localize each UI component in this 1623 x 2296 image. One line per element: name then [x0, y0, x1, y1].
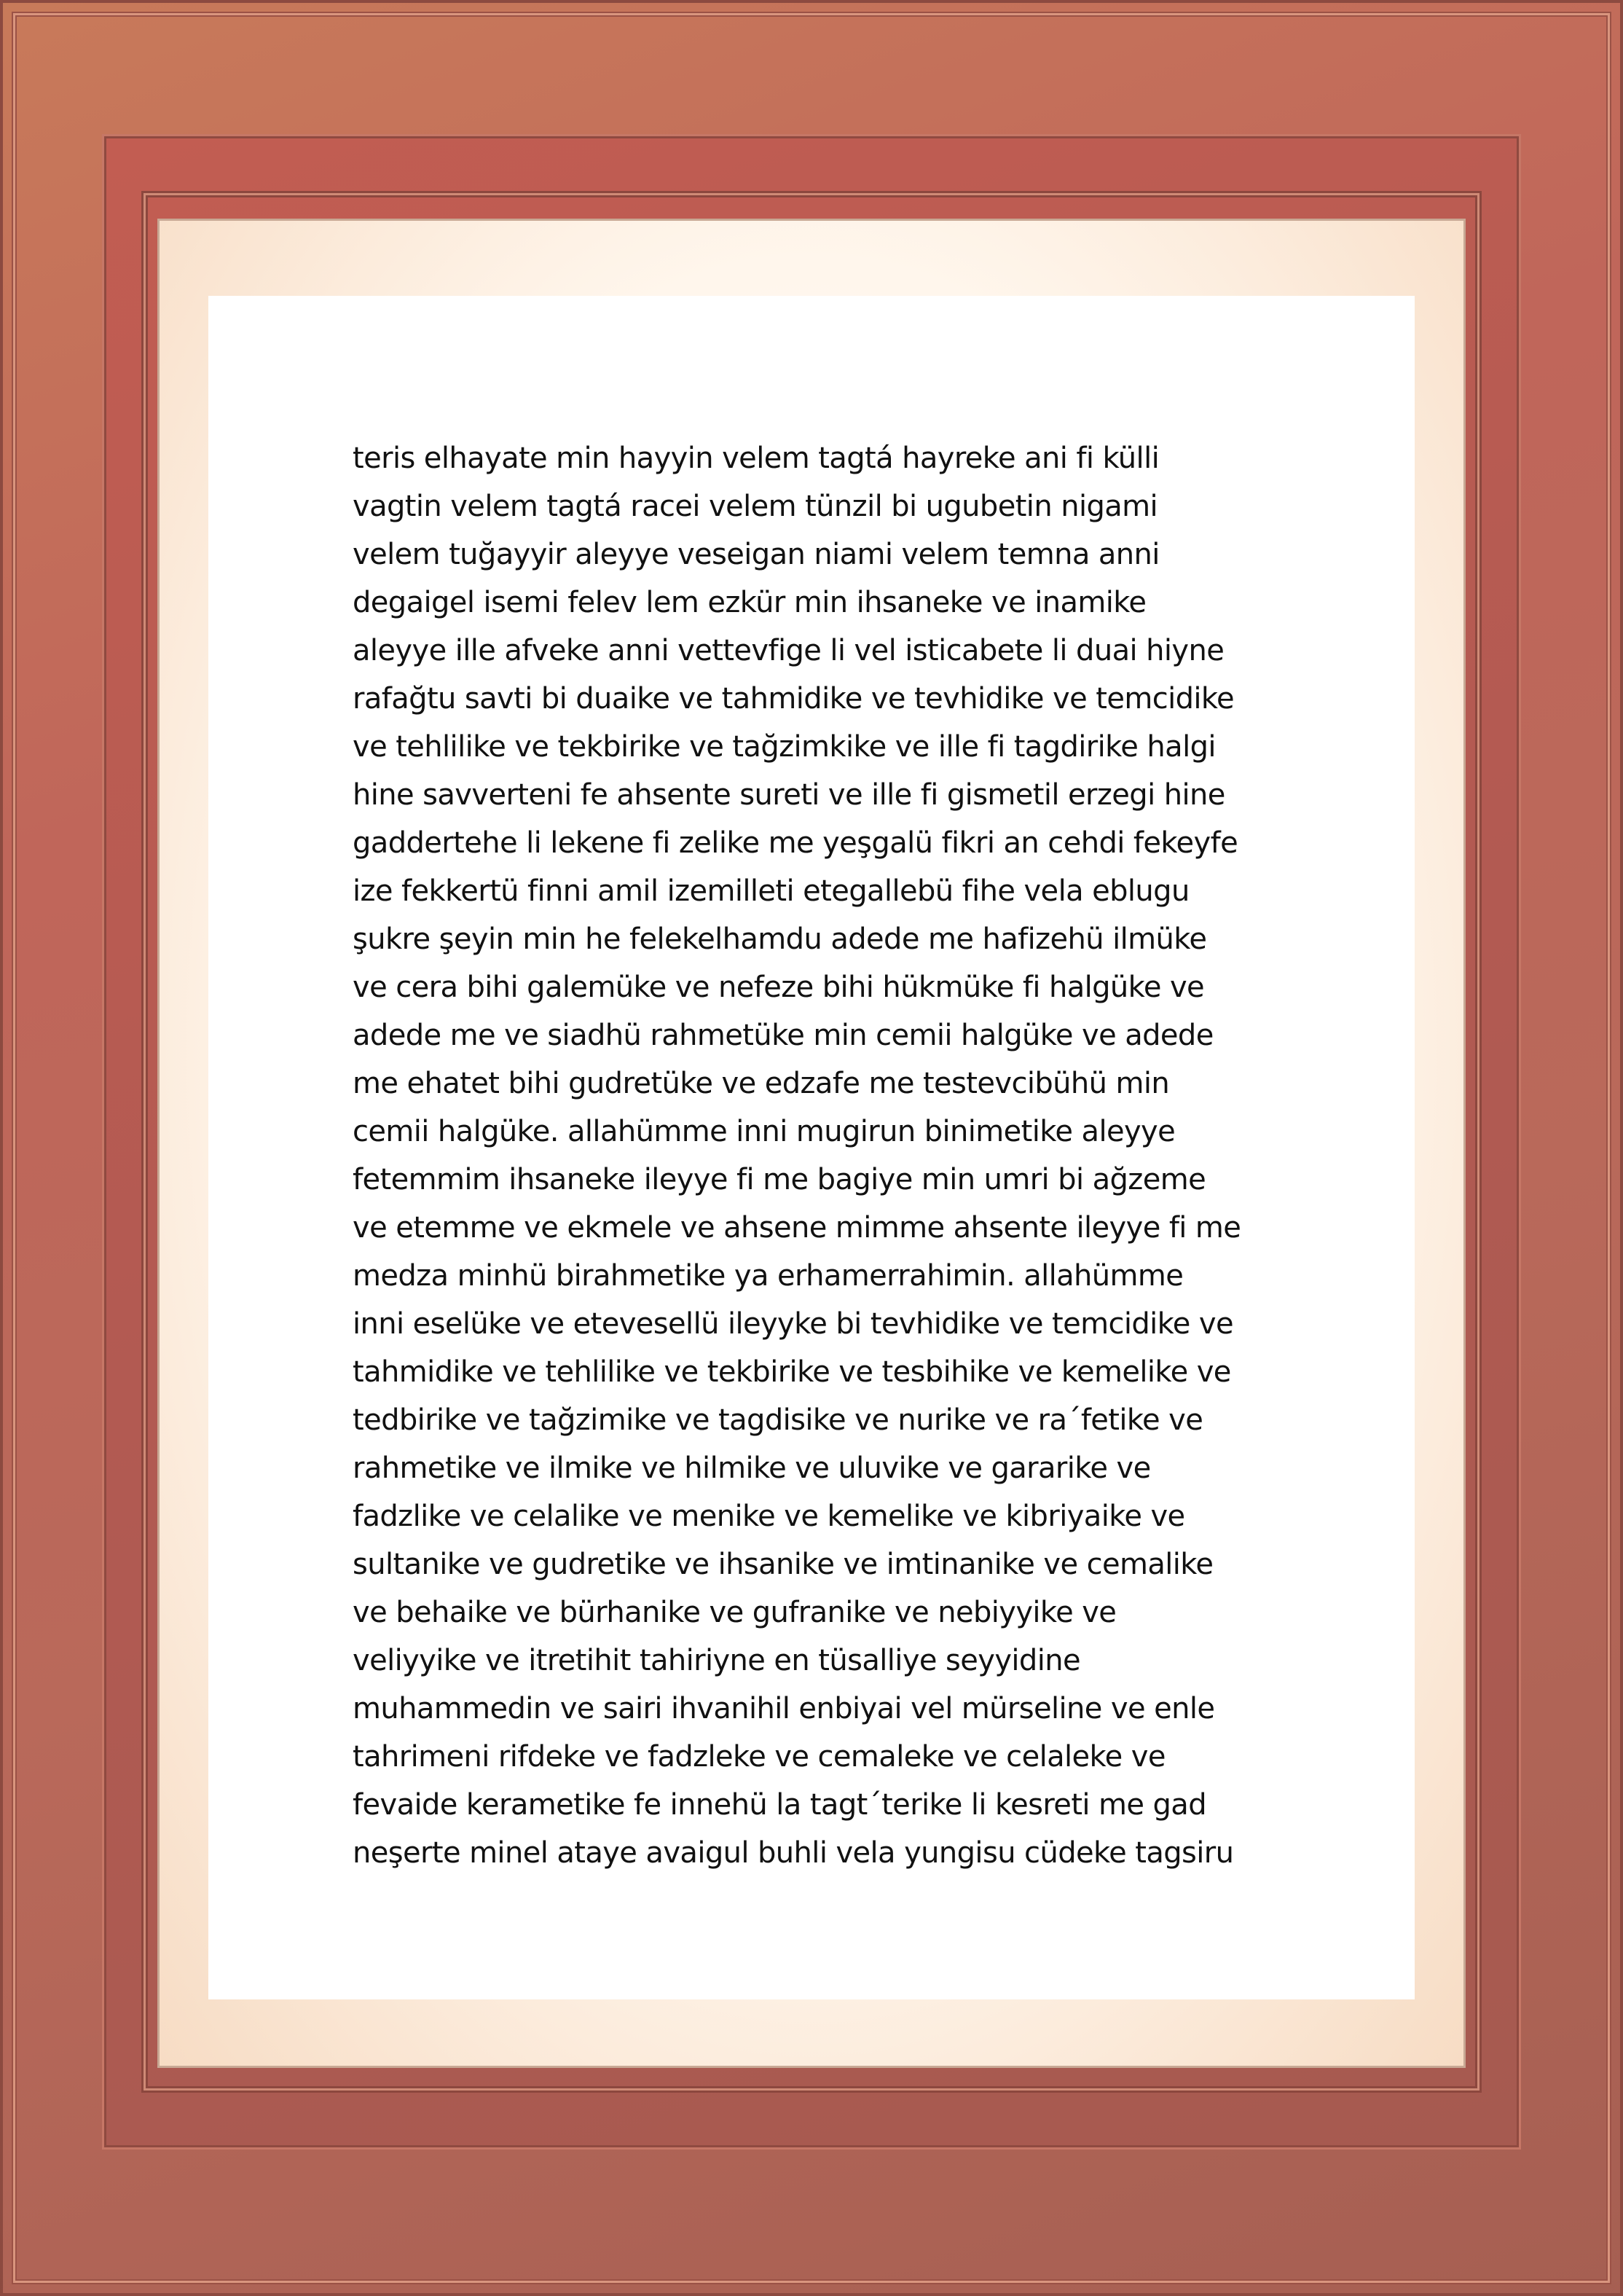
document-paper: [208, 296, 1415, 1999]
text-line: gaddertehe li lekene fi zelike me yeşgalü fikri an cehdi fekeyfe: [353, 826, 1238, 860]
text-line: veliyyike ve itretihit tahiriyne en tüsalliye seyyidine: [353, 1644, 1080, 1677]
text-line: degaigel isemi felev lem ezkür min ihsaneke ve inamike: [353, 586, 1147, 619]
text-line: rafağtu savti bi duaike ve tahmidike ve tevhidike ve temcidike: [353, 682, 1235, 716]
text-line: medza minhü birahmetike ya erhamerrahimin. allahümme: [353, 1259, 1184, 1293]
text-line: sultanike ve gudretike ve ihsanike ve imtinanike ve cemalike: [353, 1548, 1214, 1581]
text-line: tahrimeni rifdeke ve fadzleke ve cemaleke ve celaleke ve: [353, 1740, 1166, 1774]
text-line: şukre şeyin min he felekelhamdu adede me hafizehü ilmüke: [353, 922, 1207, 956]
text-line: vagtin velem tagtá racei velem tünzil bi ugubetin nigami: [353, 490, 1158, 523]
text-line: ize fekkertü finni amil izemilleti etegallebü fihe vela eblugu: [353, 874, 1190, 908]
text-line: aleyye ille afveke anni vettevfige li vel isticabete li duai hiyne: [353, 634, 1225, 667]
text-line: velem tuğayyir aleyye veseigan niami velem temna anni: [353, 538, 1160, 571]
text-line: fadzlike ve celalike ve menike ve kemelike ve kibriyaike ve: [353, 1500, 1185, 1533]
text-line: fetemmim ihsaneke ileyye fi me bagiye min umri bi ağzeme: [353, 1163, 1206, 1196]
document-text: [353, 434, 1285, 1877]
text-line: tedbirike ve tağzimike ve tagdisike ve nurike ve ra´fetike ve: [353, 1403, 1203, 1437]
text-line: me ehatet bihi gudretüke ve edzafe me testevcibühü min: [353, 1067, 1170, 1100]
text-line: teris elhayate min hayyin velem tagtá hayreke ani fi külli: [353, 442, 1160, 475]
text-line: rahmetike ve ilmike ve hilmike ve uluvike ve gararike ve: [353, 1451, 1151, 1485]
text-line: cemii halgüke. allahümme inni mugirun binimetike aleyye: [353, 1115, 1176, 1148]
text-line: inni eselüke ve etevesellü ileyyke bi tevhidike ve temcidike ve: [353, 1307, 1234, 1341]
text-line: adede me ve siadhü rahmetüke min cemii halgüke ve adede: [353, 1019, 1214, 1052]
text-line: ve cera bihi galemüke ve nefeze bihi hükmüke fi halgüke ve: [353, 971, 1205, 1004]
text-line: tahmidike ve tehlilike ve tekbirike ve tesbihike ve kemelike ve: [353, 1355, 1231, 1389]
text-line: hine savverteni fe ahsente sureti ve ille fi gismetil erzegi hine: [353, 778, 1225, 812]
text-line: ve etemme ve ekmele ve ahsene mimme ahsente ileyye fi me: [353, 1211, 1241, 1245]
text-line: fevaide kerametike fe innehü la tagt´terike li kesreti me gad: [353, 1788, 1207, 1822]
text-line: ve tehlilike ve tekbirike ve tağzimkike ve ille fi tagdirike halgi: [353, 730, 1216, 764]
text-line: muhammedin ve sairi ihvanihil enbiyai vel mürseline ve enle: [353, 1692, 1215, 1725]
text-line: neşerte minel ataye avaigul buhli vela yungisu cüdeke tagsiru: [353, 1836, 1234, 1870]
text-line: ve behaike ve bürhanike ve gufranike ve nebiyyike ve: [353, 1596, 1117, 1629]
